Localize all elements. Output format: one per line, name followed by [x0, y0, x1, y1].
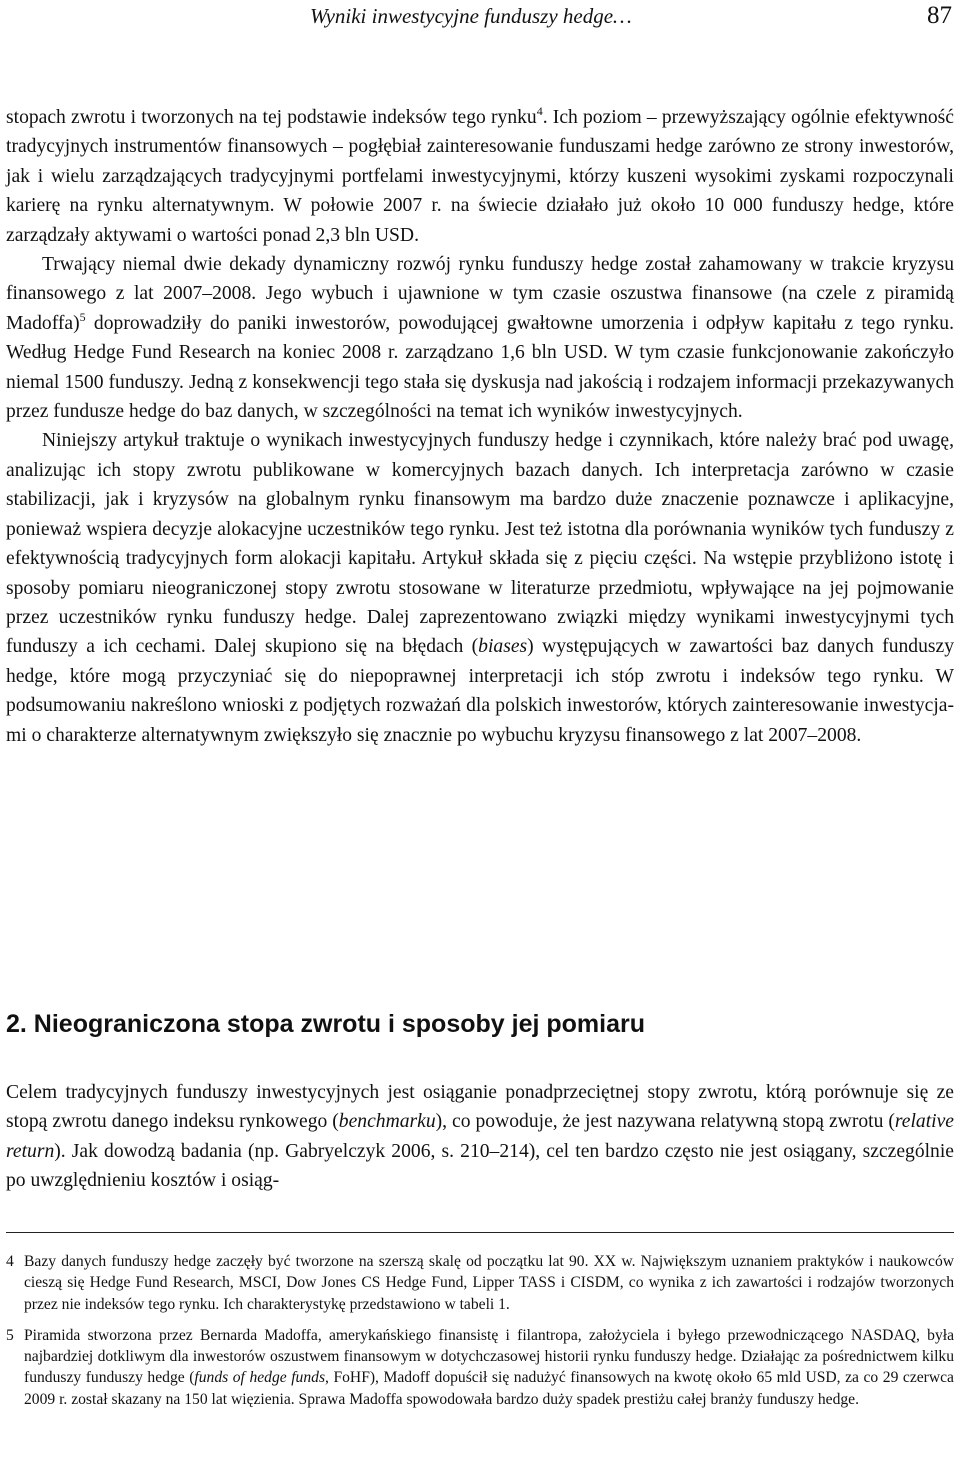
- paragraph-3-text-b: ) występujących w zawartości baz danych funduszy hedge, które mogą przyczyniać się do niepoprawnej interpretacji ich stóp zwrotu i indeksów tego rynku. W podsumowaniu nakreślono wnioski z podjętych rozważań dla polskich inwestorów, których zainteresowanie inwestycjami o charakterze alternatywnym zwiększyło się znacznie po wybuchu kryzysu finansowego z lat 2007–2008.: [6, 636, 954, 746]
- section-heading: 2. Nieograniczona stopa zwrotu i sposoby jej pomiaru: [6, 1010, 645, 1038]
- footnote-divider: [6, 1232, 954, 1233]
- main-text: [6, 103, 954, 750]
- footnote-5-text-b: , FoHF), Madoff dopuścił się nadużyć finansowych na kwotę około 65 mld USD, za co 29 czerwca 2009 r. został skazany na 150 lat więzienia. Sprawa Madoffa spowodowała bardzo duży spadek prestiżu całej branży funduszy hedge.: [24, 1369, 954, 1408]
- paragraph-2-text-a: Trwający niemal dwie dekady dynamiczny rozwój rynku funduszy hedge został zahamowany w trakcie kryzysu finansowego z lat 2007–2008. Jego wybuch i ujawnione w tym czasie oszustwa finansowe (na czele z piramidą Madoffa): [6, 254, 954, 334]
- footnotes: [6, 1251, 954, 1420]
- section-text-c: ). Jak dowodzą badania (np. Gabryelczyk 2006, s. 210–214), cel ten bardzo często nie jest osiągany, szczególnie po uwzględnieniu kosztów i osiąg-: [6, 1140, 954, 1192]
- footnote-5: [6, 1325, 954, 1410]
- page-number: 87: [927, 2, 952, 29]
- paragraph-3: [6, 426, 954, 749]
- paragraph-3-italic: biases: [478, 636, 528, 658]
- section-text-a: Celem tradycyjnych funduszy inwestycyjnych jest osiąganie ponadprzeciętnej stopy zwrotu, którą porównuje się ze stopą zwrotu danego indeksu rynkowego (: [6, 1082, 954, 1133]
- paragraph-1-text-a: stopach zwrotu i tworzonych na tej podstawie indeksów tego rynku: [6, 107, 537, 128]
- footnote-4: [6, 1251, 954, 1315]
- section-italic-1: benchmarku: [338, 1111, 436, 1133]
- footnote-number: 4: [6, 1253, 14, 1270]
- footnote-5-italic: funds of hedge funds: [194, 1369, 326, 1387]
- section-text: [6, 1078, 954, 1196]
- footnote-ref-4: 4: [536, 104, 543, 118]
- paragraph-3-text-a: Niniejszy artykuł traktuje o wynikach inwestycyjnych funduszy hedge i czynnikach, które należy brać pod uwagę, analizując ich stopy zwrotu publikowane w komercyjnych bazach danych. Ich interpretacja zarówno w czasie stabilizacji, jak i kryzysów na globalnym rynku finansowym ma bardzo duże znaczenie poznawcze i aplikacyjne, ponieważ wspiera decyzje alokacyjne uczestników tego rynku. Jest też istotna dla porównania wyników tych funduszy z efektywnością tradycyjnych form alokacji kapitału. Artykuł składa się z pięciu części. Na wstępie przybliżono istotę i sposoby pomiaru nieograniczonej stopy zwrotu stosowane w literaturze przedmiotu, wpływające na jej pojmowanie przez uczestników rynku funduszy hedge. Dalej zaprezentowano związki między wynikami inwestycyjnymi tych funduszy a ich cechami. Dalej skupiono się na błędach (: [6, 430, 954, 658]
- section-italic-2: relative return: [6, 1111, 954, 1162]
- paragraph-2: [6, 250, 954, 426]
- footnote-ref-5: 5: [79, 309, 86, 324]
- paragraph-1: [6, 103, 954, 250]
- footnote-4-text: Bazy danych funduszy hedge zaczęły być tworzone na szerszą skalę od początku lat 90. XX w. Największym uznaniem praktyków i naukowców cieszą się Hedge Fund Research, MSCI, Dow Jones CS Hedge Fund, Lipper TASS i CISDM, co wynika z ich zawartości i rodzajów tworzonych przez nie indeksów tego rynku. Ich charakterystykę przedstawiono w tabeli 1.: [24, 1253, 954, 1313]
- running-header: [0, 4, 960, 38]
- paragraph-1-text-b: . Ich poziom – przewyższający ogólnie efektywność tradycyjnych instrumentów finansowych – pogłębiał zainteresowanie funduszami hedge zarówno ze strony inwestorów, jak i wielu zarządzających tradycyjnymi portfelami inwestycyjnymi, którzy kuszeni wysokimi zyskami rozpoczynali karierę na rynku alternatywnym. W połowie 2007 r. na świecie działało już około 10 000 funduszy hedge, które zarządzały aktywami o wartości ponad 2,3 bln USD.: [6, 107, 954, 246]
- footnote-number: 5: [6, 1326, 14, 1344]
- section-paragraph: [6, 1078, 954, 1196]
- footnote-5-text-a: Piramida stworzona przez Bernarda Madoffa, amerykańskiego finansistę i filantropa, założyciela i byłego przewodniczącego NASDAQ, była najbardziej dotkliwym dla inwestorów oszustwem finansowym w dotychczasowej historii rynku funduszy hedge. Działając za pośrednictwem kilku funduszy funduszy hedge (: [24, 1326, 954, 1387]
- section-text-b: ), co powoduje, że jest nazywana relatywną stopą zwrotu (: [435, 1111, 895, 1133]
- paragraph-2-text-b: doprowadziły do paniki inwestorów, powodującej gwałtowne umorzenia i odpływ kapitału z tego rynku. Według Hedge Fund Research na koniec 2008 r. zarządzano 1,6 bln USD. W tym czasie funkcjonowanie zakończyło niemal 1500 funduszy. Jedną z konsekwencji tego stała się dyskusja nad jakością i rodzajem informacji przekazywanych przez fundusze hedge do baz danych, w szczególności na temat ich wyników inwestycyjnych.: [6, 312, 954, 423]
- running-head-title: Wyniki inwestycyjne funduszy hedge…: [310, 4, 632, 28]
